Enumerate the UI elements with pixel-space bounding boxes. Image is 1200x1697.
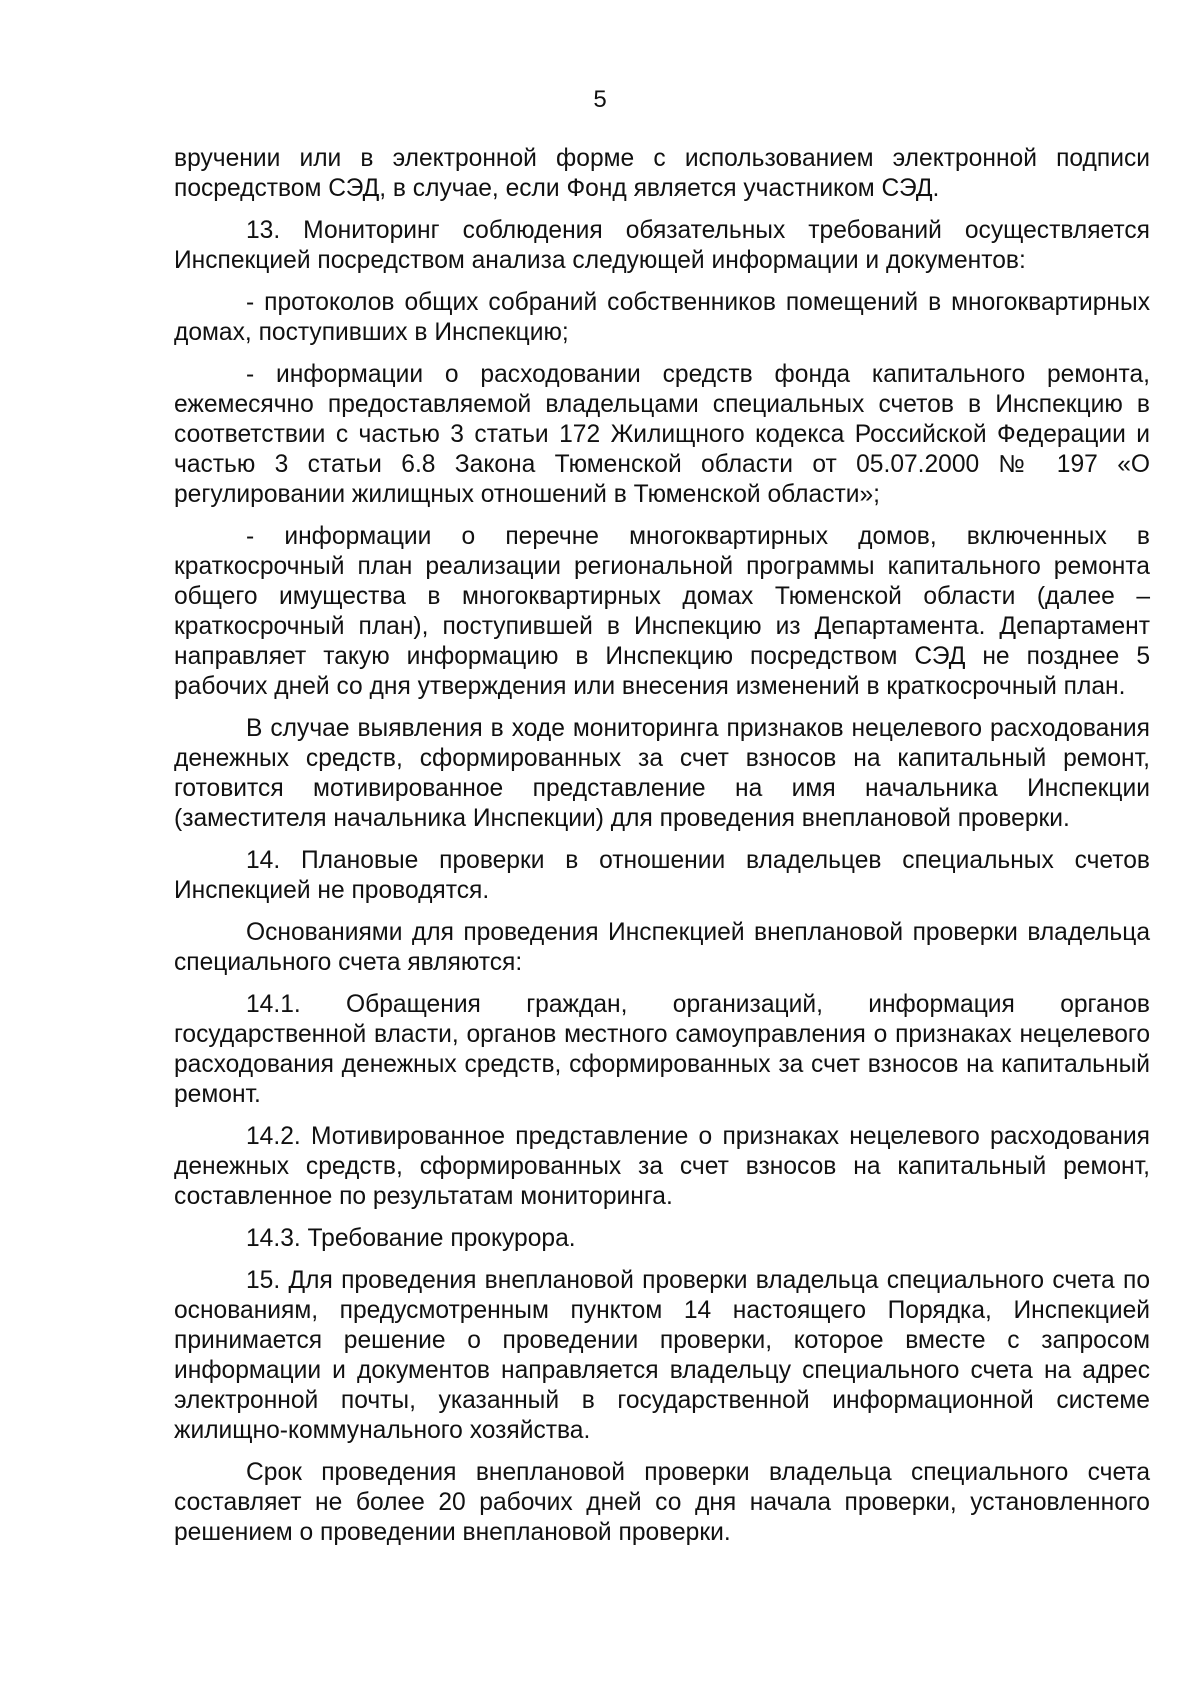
paragraph-item-14-1: 14.1. Обращения граждан, организаций, информация органов государственной власти, органов местного самоуправления о признаках нецелевого расходования денежных средств, сформированных за счет взносов на капитальный ремонт. (174, 991, 1150, 1108)
paragraph: Срок проведения внеплановой проверки владельца специального счета составляет не более 20 рабочих дней со дня начала проверки, установленного решением о проведении внеплановой проверки. (174, 1459, 1150, 1546)
paragraph: В случае выявления в ходе мониторинга признаков нецелевого расходования денежных средств, сформированных за счет взносов на капитальный ремонт, готовится мотивированное представление на имя начальника Инспекции (заместителя начальника Инспекции) для проведения внеплановой проверки. (174, 715, 1150, 832)
page-number: 5 (593, 86, 607, 113)
paragraph-item-15: 15. Для проведения внеплановой проверки владельца специального счета по основаниям, предусмотренным пунктом 14 настоящего Порядка, Инспекцией принимается решение о проведении проверки, которое вместе с запросом информации и документов направляется владельцу специального счета на адрес электронной почты, указанный в государственной информационной системе жилищно-коммунального хозяйства. (174, 1267, 1150, 1444)
paragraph-item-14-3: 14.3. Требование прокурора. (246, 1225, 576, 1252)
paragraph: Основаниями для проведения Инспекцией внеплановой проверки владельца специального счета являются: (174, 919, 1150, 976)
paragraph-item-14: 14. Плановые проверки в отношении владельцев специальных счетов Инспекцией не проводятся. (174, 847, 1150, 904)
paragraph: вручении или в электронной форме с использованием электронной подписи посредством СЭД, в случае, если Фонд является участником СЭД. (174, 145, 1150, 202)
document-body (174, 144, 1150, 1560)
paragraph-item-14-2: 14.2. Мотивированное представление о признаках нецелевого расходования денежных средств, сформированных за счет взносов на капитальный ремонт, составленное по результатам мониторинга. (174, 1123, 1150, 1210)
paragraph-item-13: 13. Мониторинг соблюдения обязательных требований осуществляется Инспекцией посредством анализа следующей информации и документов: (174, 217, 1150, 274)
list-item: - информации о перечне многоквартирных домов, включенных в краткосрочный план реализации региональной программы капитального ремонта общего имущества в многоквартирных домах Тюменской области (далее – краткосрочный план), поступившей в Инспекцию из Департамента. Департамент направляет такую информацию в Инспекцию посредством СЭД не позднее 5 рабочих дней со дня утверждения или внесения изменений в краткосрочный план. (174, 523, 1150, 700)
list-item: - протоколов общих собраний собственников помещений в многоквартирных домах, поступивших в Инспекцию; (174, 289, 1150, 346)
list-item: - информации о расходовании средств фонда капитального ремонта, ежемесячно предоставляемой владельцами специальных счетов в Инспекцию в соответствии с частью 3 статьи 172 Жилищного кодекса Российской Федерации и частью 3 статьи 6.8 Закона Тюменской области от 05.07.2000 № 197 «О регулировании жилищных отношений в Тюменской области»; (174, 361, 1150, 508)
